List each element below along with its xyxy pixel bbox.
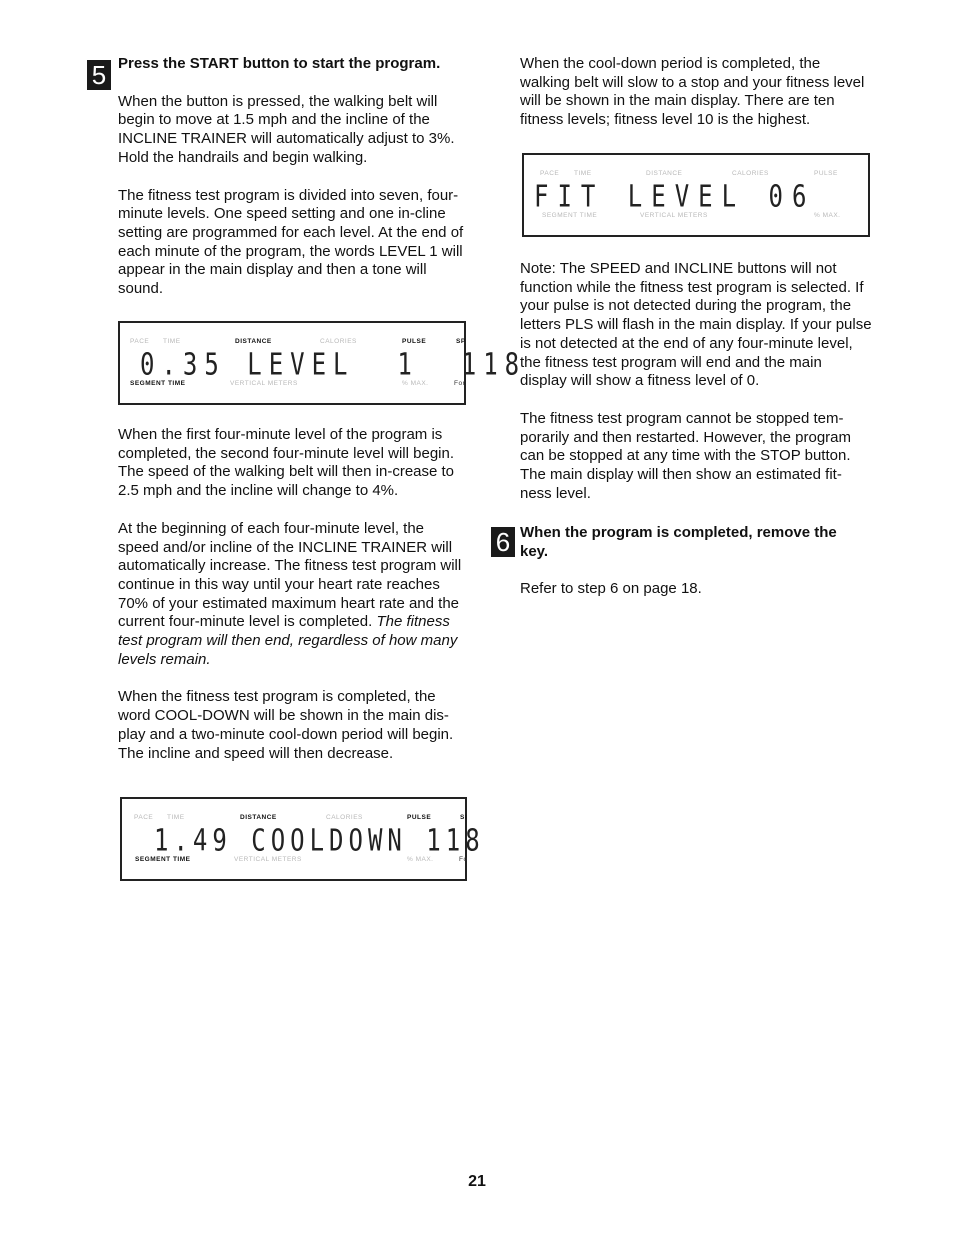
console-display-level: [118, 321, 527, 405]
paragraph: When the button is pressed, the walking belt will begin to move at 1.5 mph and the incline of the INCLINE TRAINER will automatically adjust to 3%. Hold the handrails and begin walking.: [118, 92, 455, 166]
lcd-readout: FIT LEVEL 06: [534, 179, 816, 214]
step-5-badge: 5: [87, 60, 111, 90]
label-pct-max: % MAX.: [814, 212, 841, 219]
label-vertical-meters: VERTICAL METERS: [234, 856, 302, 863]
label-pace: PACE: [134, 814, 154, 821]
label-vertical-meters: VERTICAL METERS: [640, 212, 708, 219]
console-display-fit-level: [522, 153, 870, 237]
label-time: TIME: [163, 338, 181, 345]
console-display-cooldown: [120, 797, 485, 881]
label-pct-max: % MAX.: [402, 380, 429, 387]
label-segment-time: SEGMENT TIME: [130, 380, 186, 387]
label-pulse: PULSE: [814, 170, 838, 177]
label-pulse: PULSE: [402, 338, 427, 345]
step-6-badge: 6: [491, 527, 515, 557]
label-time: TIME: [167, 814, 185, 821]
paragraph: When the first four-minute level of the program is completed, the second four-minute level will begin. The speed of the walking belt will then in-crease to 2.5 mph and the incline will change to 4%.: [118, 426, 455, 500]
paragraph-text: At the beginning of each four-minute level, the speed and/or incline of the INCLINE TRAINER will automatically increase. The fitness test program will continue in this way until your heart rate reaches 70% of your estimated maximum heart rate and the current four-minute level is completed.: [118, 519, 462, 631]
paragraph: When the cool-down period is completed, the walking belt will slow to a stop and your fitness level will be shown in the main display. There are ten fitness levels; fitness level 10 is the highest.: [520, 55, 865, 129]
label-pulse: PULSE: [407, 814, 432, 821]
label-distance: DISTANCE: [235, 338, 272, 345]
paragraph: [118, 520, 468, 670]
label-partial: Fo: [459, 856, 468, 863]
paragraph: The fitness test program is divided into seven, four-minute levels. One speed setting and one in-cline setting are programmed for each level. At the end of each minute of the program, the words LEVEL 1 will appear in the main display and then a tone will sound.: [118, 186, 464, 298]
step-5-heading: Press the START button to start the program.: [118, 55, 441, 72]
left-column-middle: [118, 426, 468, 782]
label-time: TIME: [574, 170, 592, 177]
label-vertical-meters: VERTICAL METERS: [230, 380, 298, 387]
lcd-readout: 0.35 LEVEL 1 118: [140, 347, 527, 382]
paragraph-italic-note: The fitness test program will then end, regardless of how many levels remain.: [118, 613, 458, 668]
paragraph: Note: The SPEED and INCLINE buttons will not function while the fitness test program is selected. If your pulse is not detected during the program, the letters PLS will flash in the main display. If your pulse is not detected at the end of any four-minute level, the fitness test program will end and the main display will show a fitness level of 0.: [520, 260, 872, 390]
label-pct-max: % MAX.: [407, 856, 434, 863]
label-speed: SP: [456, 338, 466, 345]
right-column-lower: [520, 260, 872, 522]
label-speed: SI: [460, 814, 468, 821]
label-segment-time: SEGMENT TIME: [135, 856, 191, 863]
label-partial: For: [454, 380, 466, 387]
label-distance: DISTANCE: [240, 814, 277, 821]
lcd-readout: 1.49 COOLDOWN 118: [154, 823, 485, 858]
label-pace: PACE: [540, 170, 560, 177]
paragraph: Refer to step 6 on page 18.: [520, 580, 702, 598]
page-number: 21: [468, 1173, 486, 1190]
label-distance: DISTANCE: [646, 170, 683, 177]
label-calories: CALORIES: [732, 170, 769, 177]
label-calories: CALORIES: [326, 814, 363, 821]
paragraph: The fitness test program cannot be stopped tem-porarily and then restarted. However, the program can be stopped at any time with the STOP button. The main display will then show an estimated fit-ness level.: [520, 409, 852, 502]
step-6-heading: When the program is completed, remove the key.: [520, 524, 837, 560]
label-pace: PACE: [130, 338, 150, 345]
right-column: [520, 55, 872, 149]
left-column: [118, 55, 468, 318]
label-calories: CALORIES: [320, 338, 357, 345]
label-segment-time: SEGMENT TIME: [542, 212, 598, 219]
step-6-block: [520, 524, 865, 618]
paragraph: When the fitness test program is completed, the word COOL-DOWN will be shown in the main dis-play and a two-minute cool-down period will begin. The incline and speed will then decrease.: [118, 688, 454, 762]
